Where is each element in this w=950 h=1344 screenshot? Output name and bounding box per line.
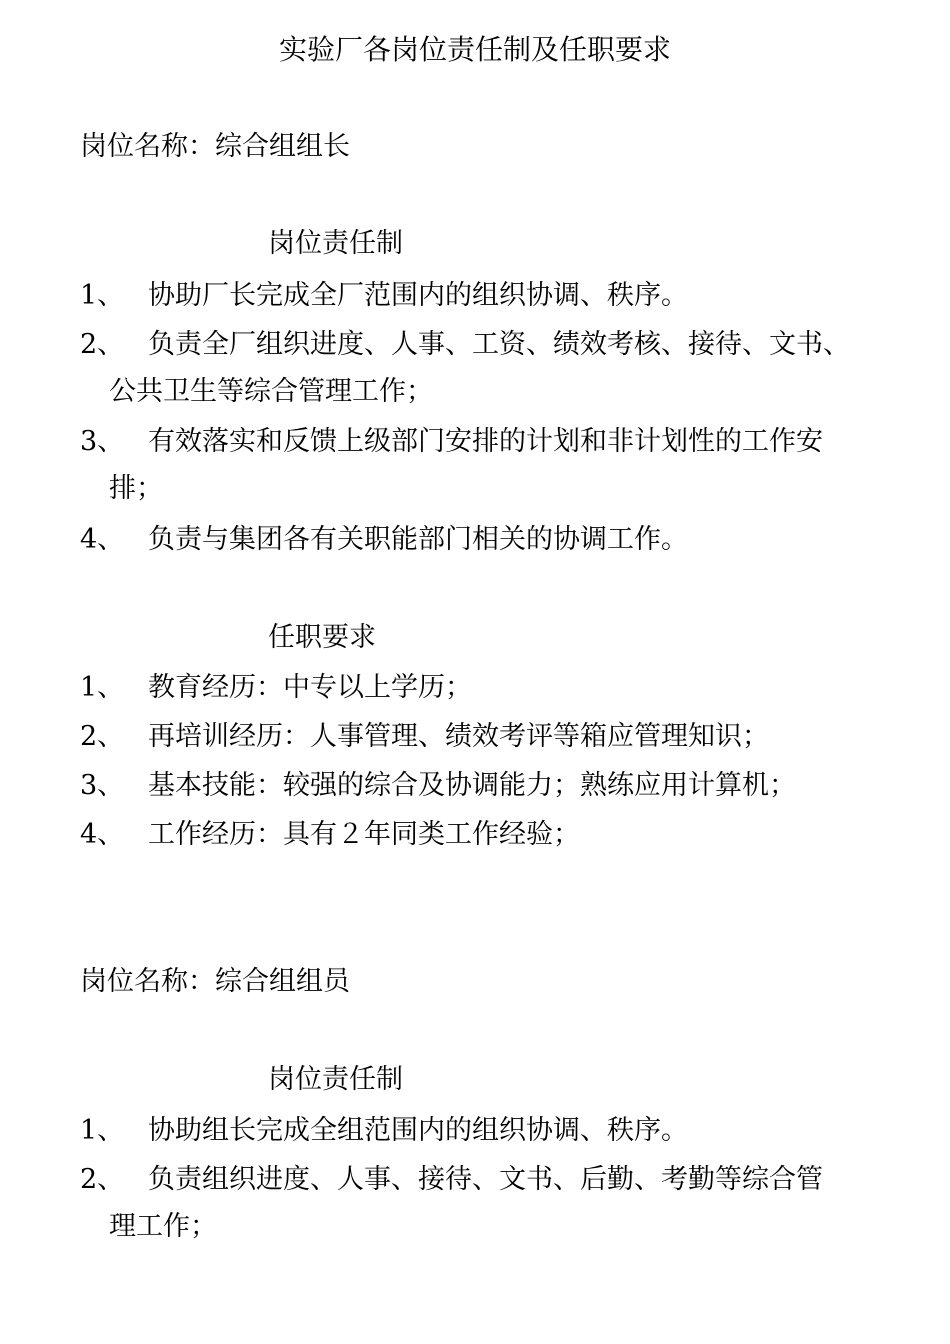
item-text: 负责全厂组织进度、人事、工资、绩效考核、接待、文书、	[148, 329, 850, 360]
item-text: 协助组长完成全组范围内的组织协调、秩序。	[148, 1115, 688, 1146]
item-number: 2、	[80, 721, 125, 752]
item-text-continuation: 公共卫生等综合管理工作；	[109, 376, 433, 407]
item-number: 2、	[80, 1164, 125, 1195]
section-heading-requirements: 任职要求	[268, 622, 376, 653]
item-text: 有效落实和反馈上级部门安排的计划和非计划性的工作安	[148, 426, 823, 457]
item-number: 1、	[80, 280, 125, 311]
item-number: 1、	[80, 1115, 125, 1146]
item-number: 1、	[80, 672, 125, 703]
item-number: 4、	[80, 524, 125, 555]
item-text: 基本技能：较强的综合及协调能力；熟练应用计算机；	[148, 770, 796, 801]
item-text: 工作经历：具有２年同类工作经验；	[148, 819, 580, 850]
item-number: 3、	[80, 770, 125, 801]
item-number: 3、	[80, 426, 125, 457]
section-heading-responsibilities: 岗位责任制	[268, 228, 403, 259]
item-text: 负责组织进度、人事、接待、文书、后勤、考勤等综合管	[148, 1164, 823, 1195]
item-text-continuation: 理工作；	[109, 1211, 217, 1242]
section-heading-responsibilities: 岗位责任制	[268, 1064, 403, 1095]
position-name: 岗位名称：综合组组长	[80, 131, 350, 162]
item-text-continuation: 排；	[109, 473, 163, 504]
item-text: 教育经历：中专以上学历；	[148, 672, 472, 703]
position-name: 岗位名称：综合组组员	[80, 966, 350, 997]
item-text: 再培训经历：人事管理、绩效考评等箱应管理知识；	[148, 721, 769, 752]
item-number: 4、	[80, 819, 125, 850]
item-text: 负责与集团各有关职能部门相关的协调工作。	[148, 524, 688, 555]
document-title: 实验厂各岗位责任制及任职要求	[278, 33, 671, 66]
item-text: 协助厂长完成全厂范围内的组织协调、秩序。	[148, 280, 688, 311]
item-number: 2、	[80, 329, 125, 360]
